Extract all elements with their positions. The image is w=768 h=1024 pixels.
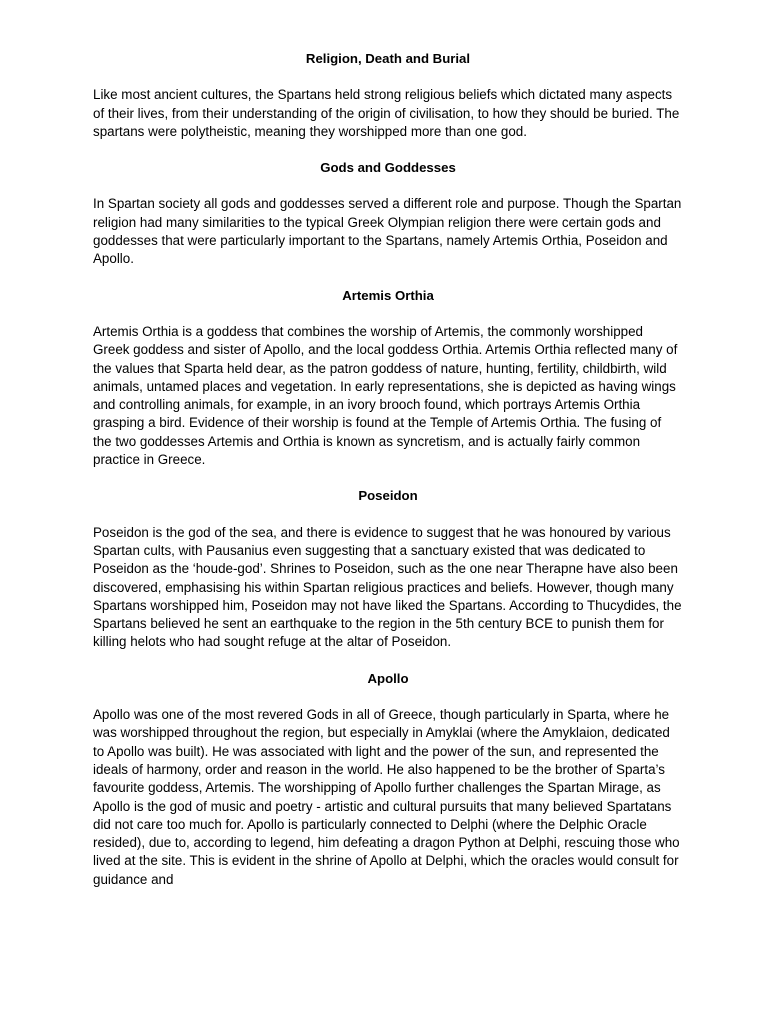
section-heading: Artemis Orthia xyxy=(342,287,434,303)
document-title: Religion, Death and Burial xyxy=(305,51,471,66)
section-heading: Gods and Goddesses xyxy=(320,160,456,176)
section-paragraph: Artemis Orthia is a goddess that combines the worship of Artemis, the commonly worshipped Greek goddess and sister of Apollo, and the local goddess Orthia. Artemis Orthia reflected many of the values that Sparta held dear, as the patron goddess of nature, hunting, fertility, childbirth, wild animals, untamed places and vegetation. In early representations, she is depicted as having wings and controlling animals, for example, in an ivory brooch found, which portrays Artemis Orthia grasping a bird. Evidence of their worship is found at the Temple of Artemis Orthia. The fusing of the two goddesses Artemis and Orthia is known as syncretism, and is actually fairly common practice in Greece. xyxy=(93,323,678,468)
section-paragraph: In Spartan society all gods and goddesses served a different role and purpose. Though the Spartan religion had many similarities to the typical Greek Olympian religion there were certain gods and goddesses that were particularly important to the Spartans, namely Artemis Orthia, Poseidon and Apollo. xyxy=(93,196,682,267)
intro-paragraph: Like most ancient cultures, the Spartans held strong religious beliefs which dictated many aspects of their lives, from their understanding of the origin of civilisation, to how they should be buried. The spartans were polytheistic, meaning they worshipped more than one god. xyxy=(93,87,680,139)
document-page xyxy=(93,50,683,889)
section-apollo xyxy=(93,670,683,889)
section-paragraph: Poseidon is the god of the sea, and there is evidence to suggest that he was honoured by various Spartan cults, with Pausanius even suggesting that a sanctuary existed that was dedicated to Poseidon as the ‘houde-god’. Shrines to Poseidon, such as the one near Therapne have also been discovered, emphasising his within Spartan religious practices and beliefs. However, though many Spartans worshipped him, Poseidon may not have liked the Spartans. According to Thucydides, the Spartans believed he sent an earthquake to the region in the 5th century BCE to punish them for killing helots who had sought refuge at the altar of Poseidon. xyxy=(93,524,682,650)
section-paragraph: Apollo was one of the most revered Gods in all of Greece, though particularly in Sparta, where he was worshipped throughout the region, but especially in Amyklai (where the Amyklaion, dedicated to Apollo was built). He was associated with light and the power of the sun, and represented the ideals of harmony, order and reason in the world. He also happened to be the brother of Sparta’s favourite goddess, Artemis. The worshipping of Apollo further challenges the Spartan Mirage, as Apollo is the god of music and poetry - artistic and cultural pursuits that many believed Spartatans did not care too much for. Apollo is particularly connected to Delphi (where the Delphic Oracle resided), due to, according to legend, him defeating a dragon Python at Delphi, rescuing those who lived at the site. This is evident in the shrine of Apollo at Delphi, which the oracles would consult for guidance and xyxy=(93,707,680,887)
section-poseidon xyxy=(93,487,683,651)
section-gods-and-goddesses xyxy=(93,159,683,268)
section-heading: Poseidon xyxy=(358,488,418,504)
section-artemis-orthia xyxy=(93,287,683,470)
section-heading: Apollo xyxy=(367,670,409,686)
